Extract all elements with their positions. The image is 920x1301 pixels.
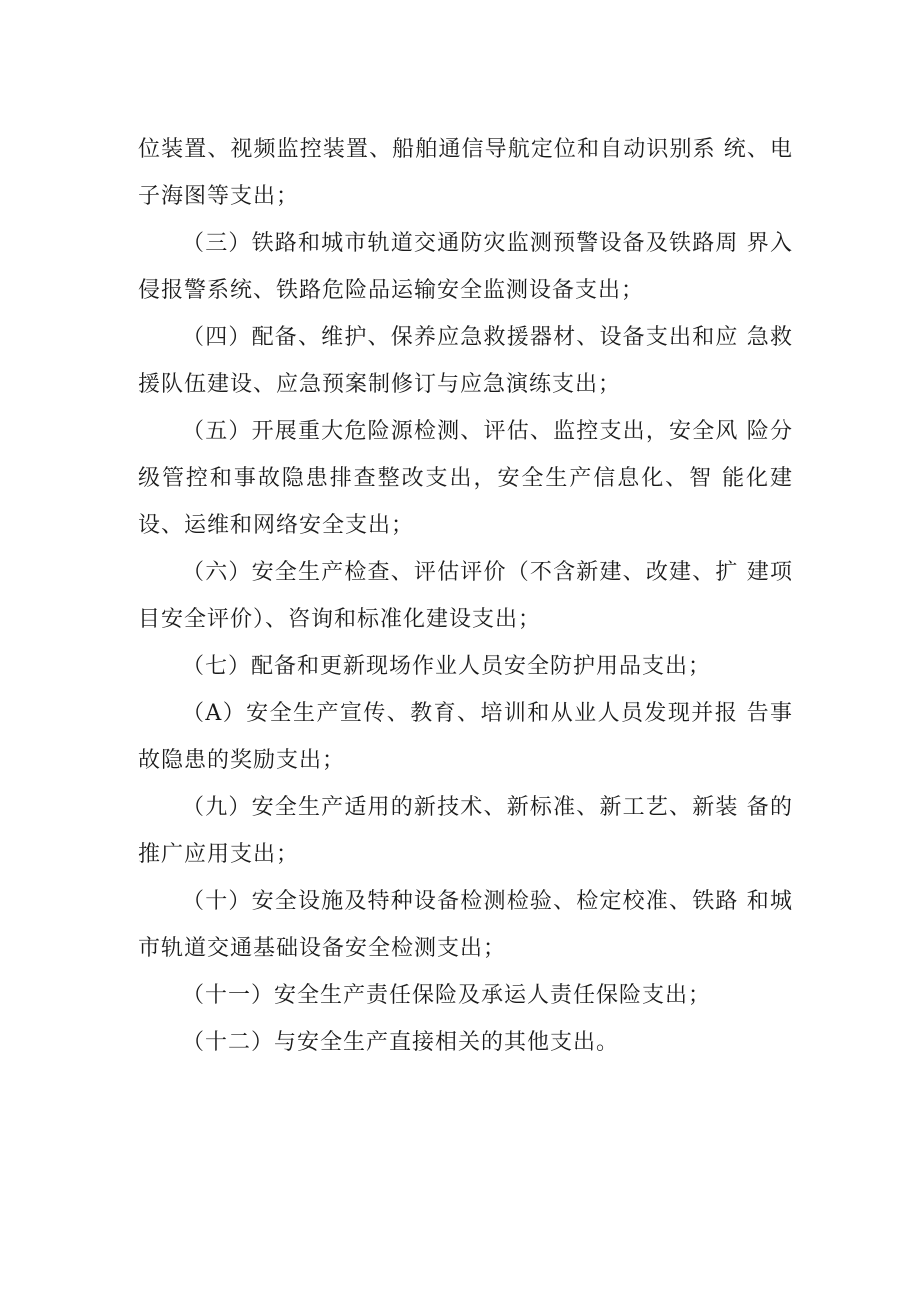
paragraph-item-6: （六）安全生产检查、评估评价（不含新建、改建、扩 建项目安全评价）、咨询和标准化建设支出； bbox=[138, 560, 793, 632]
paragraph-item-10: （十）安全设施及特种设备检测检验、检定校准、铁路 和城市轨道交通基础设备安全检测支出； bbox=[138, 889, 793, 961]
paragraph-item-12: （十二）与安全生产直接相关的其他支出。 bbox=[182, 1030, 620, 1055]
paragraph-item-9: （九）安全生产适用的新技术、新标准、新工艺、新装 备的推广应用支出； bbox=[138, 795, 793, 867]
paragraph-item-5: （五）开展重大危险源检测、评估、监控支出，安全风 险分级管控和事故隐患排查整改支出，安全生产信息化、智 能化建设、运维和网络安全支出； bbox=[138, 419, 793, 538]
document-body bbox=[138, 126, 793, 1066]
paragraph-item-8: （A）安全生产宣传、教育、培训和从业人员发现并报 告事故隐患的奖励支出； bbox=[138, 701, 793, 773]
paragraph-item-7: （七）配备和更新现场作业人员安全防护用品支出； bbox=[182, 654, 712, 679]
paragraph-item-11: （十一）安全生产责任保险及承运人责任保险支出； bbox=[182, 983, 712, 1008]
paragraph-continuation: 位装置、视频监控装置、船舶通信导航定位和自动识别系 统、电子海图等支出； bbox=[138, 137, 793, 209]
paragraph-item-4: （四）配备、维护、保养应急救援器材、设备支出和应 急救援队伍建设、应急预案制修订与应急演练支出； bbox=[138, 325, 793, 397]
paragraph-item-3: （三）铁路和城市轨道交通防灾监测预警设备及铁路周 界入侵报警系统、铁路危险品运输安全监测设备支出； bbox=[138, 231, 793, 303]
